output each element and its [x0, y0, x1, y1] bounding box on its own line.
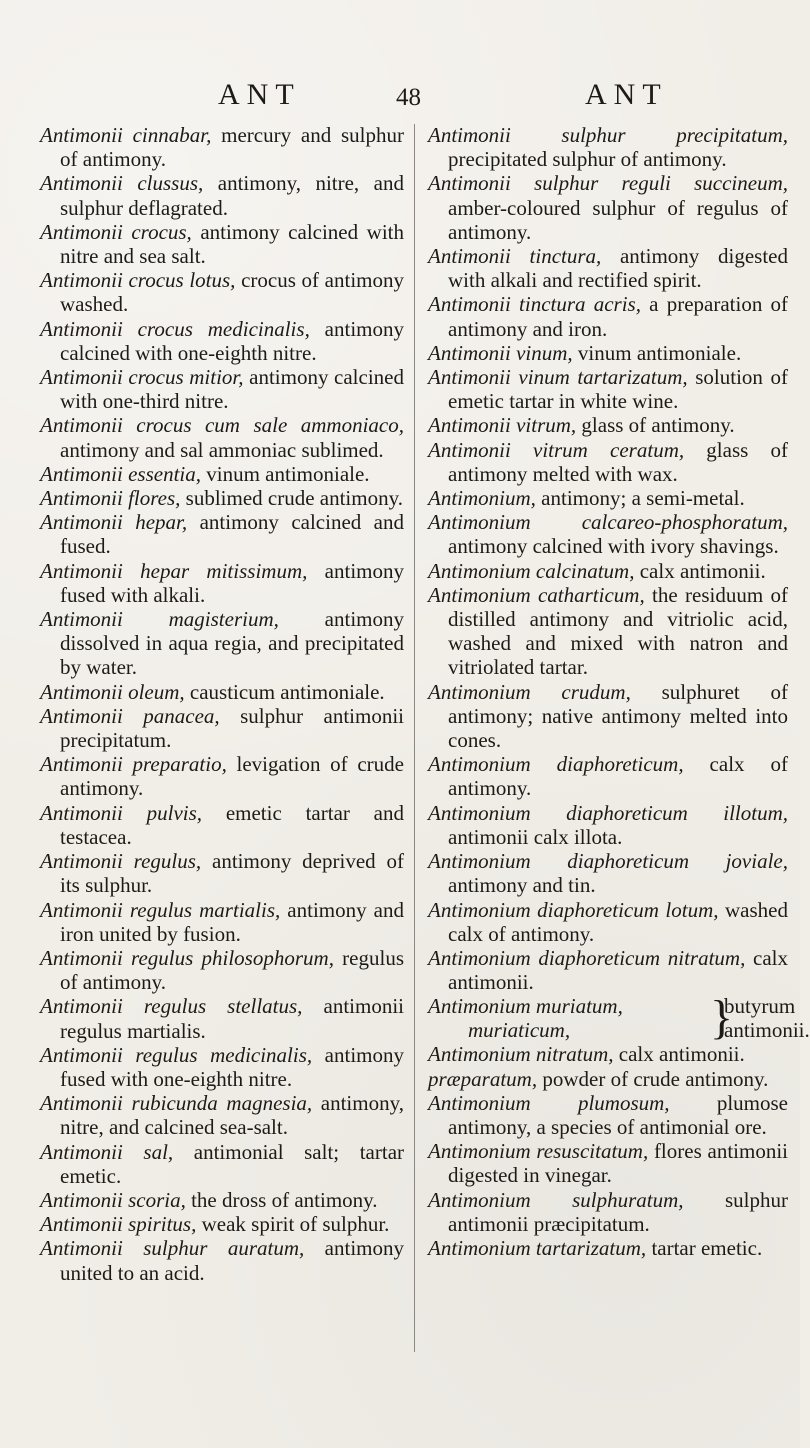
- dictionary-entry: [40, 462, 404, 486]
- dictionary-entry: [428, 292, 788, 340]
- entry-definition: antimony fused with alkali.: [60, 558, 404, 607]
- entry-definition: antimony digested with alkali and rectified spirit.: [448, 244, 788, 293]
- entry-term: Antimonii flores,: [40, 486, 181, 511]
- dictionary-entry: [428, 1139, 788, 1187]
- entry-term: præparatum,: [428, 1066, 538, 1091]
- entry-definition: amber-coloured sulphur of regulus of antimony.: [448, 195, 788, 244]
- entry-term: Antimonii clussus,: [40, 171, 204, 196]
- entry-term: Antimonii tinctura acris,: [428, 292, 641, 317]
- dictionary-entry: [40, 1212, 404, 1236]
- page-number: 48: [396, 84, 421, 111]
- entry-definition: antimonii regulus martialis.: [60, 994, 404, 1043]
- entry-definition: plumose antimony, a species of antimonial ore.: [448, 1090, 788, 1139]
- dictionary-entry: [428, 1042, 788, 1066]
- entry-definition: causticum antimoniale.: [184, 679, 385, 704]
- entry-definition: sublimed crude antimony.: [180, 486, 403, 511]
- entry-term: Antimonii crocus lotus,: [40, 268, 236, 293]
- column-divider: [414, 124, 415, 1352]
- entry-definition: antimonii.: [724, 1018, 810, 1043]
- entry-term: Antimonii crocus cum sale ammoniaco,: [40, 413, 404, 438]
- entry-term: Antimonii preparatio,: [40, 752, 227, 777]
- entry-term: Antimonii crocus,: [40, 219, 192, 244]
- entry-definition: sulphur antimonii precipitatum.: [60, 703, 404, 753]
- entry-term: Antimonii oleum,: [40, 679, 185, 704]
- entry-term: Antimonium diaphoreticum nitratum,: [428, 945, 746, 970]
- entry-definition: vinum antimoniale.: [572, 340, 742, 365]
- dictionary-entry: [428, 244, 788, 292]
- entry-term: Antimonium muriatum,: [428, 994, 623, 1019]
- entry-term: Antimonii regulus,: [40, 849, 202, 874]
- entry-definition: calx antimonii.: [634, 558, 766, 583]
- entry-definition: antimony and sal ammoniac sublimed.: [60, 437, 384, 462]
- entry-term-variant: muriaticum,: [468, 1018, 571, 1043]
- entry-definition: a preparation of antimony and iron.: [448, 292, 789, 341]
- entry-definition: sulphuret of antimony; native antimony melted into cones.: [448, 679, 788, 753]
- dictionary-entry: [40, 171, 404, 219]
- dictionary-entry: [40, 220, 404, 268]
- entry-term: Antimonii essentia,: [40, 461, 201, 486]
- entry-term: Antimonium tartarizatum,: [428, 1235, 647, 1260]
- dictionary-entry: [428, 123, 788, 171]
- entry-definition: antimony, nitre, and calcined sea-salt.: [60, 1091, 404, 1140]
- entry-term: Antimonii pulvis,: [40, 800, 203, 825]
- dictionary-entry: [428, 365, 788, 413]
- entry-term: Antimonii regulus philosophorum,: [40, 945, 334, 970]
- entry-definition: antimony calcined with ivory shavings.: [448, 534, 779, 559]
- dictionary-entry: [428, 946, 788, 994]
- dictionary-entry: [40, 752, 404, 800]
- left-column: [40, 123, 404, 1285]
- dictionary-entry: [40, 607, 404, 680]
- dictionary-entry: [40, 849, 404, 897]
- dictionary-entry: [428, 486, 788, 510]
- dictionary-entry: [428, 752, 788, 800]
- entry-term: Antimonii rubicunda magnesia,: [40, 1091, 313, 1116]
- dictionary-entry: [428, 510, 788, 558]
- dictionary-entry: [428, 1188, 788, 1236]
- entry-definition: weak spirit of sulphur.: [196, 1212, 390, 1237]
- entry-definition: glass of antimony melted with wax.: [448, 437, 788, 486]
- entry-term: Antimonium plumosum,: [428, 1090, 670, 1115]
- entry-definition: antimony deprived of its sulphur.: [60, 849, 404, 898]
- dictionary-entry: [40, 801, 404, 849]
- entry-term: Antimonium diaphoreticum,: [428, 752, 684, 777]
- entry-term: Antimonii vinum tartarizatum,: [428, 365, 688, 390]
- entry-term: Antimonii regulus medicinalis,: [40, 1042, 313, 1067]
- entry-term: Antimonium diaphoreticum joviale,: [428, 849, 788, 874]
- entry-term: Antimonii hepar,: [40, 510, 188, 535]
- entry-definition: mercury and sulphur of antimony.: [60, 123, 404, 172]
- entry-definition: sulphur antimonii præcipitatum.: [448, 1187, 788, 1236]
- entry-term: Antimonii regulus stellatus,: [40, 994, 303, 1019]
- running-header: [0, 75, 800, 115]
- dictionary-entry: [428, 898, 788, 946]
- entry-term: Antimonii crocus mitior,: [40, 365, 244, 390]
- entry-term: Antimonium nitratum,: [428, 1042, 614, 1067]
- dictionary-entry: [428, 1067, 788, 1091]
- dictionary-entry: [40, 317, 404, 365]
- entry-term: Antimonii crocus medicinalis,: [40, 316, 310, 341]
- entry-term: Antimonii sulphur precipitatum,: [428, 123, 788, 147]
- dictionary-entry: [40, 268, 404, 316]
- entry-definition: calx antimonii.: [613, 1042, 745, 1067]
- dictionary-entry: [40, 559, 404, 607]
- entry-definition: antimony fused with one-eighth nitre.: [60, 1042, 404, 1091]
- entry-term: Antimonium diaphoreticum illotum,: [428, 800, 788, 825]
- dictionary-entry: [40, 1140, 404, 1188]
- entry-definition: crocus of antimony washed.: [60, 268, 405, 317]
- entry-term: Antimonium resuscitatum,: [428, 1139, 649, 1164]
- dictionary-entry: [40, 946, 404, 994]
- bracketed-dictionary-entry: [428, 991, 810, 1045]
- entry-term: Antimonii vitrum ceratum,: [428, 437, 685, 462]
- entry-term: Antimonii cinnabar,: [40, 123, 212, 147]
- dictionary-entry: [428, 849, 788, 897]
- entry-term: Antimonii panacea,: [40, 703, 220, 728]
- entry-term: Antimonii hepar mitissimum,: [40, 558, 308, 583]
- entry-definition: antimonii calx illota.: [448, 824, 623, 849]
- dictionary-entry: [40, 994, 404, 1042]
- dictionary-entry: [428, 1091, 788, 1139]
- entry-definition: antimony calcined with one-third nitre.: [60, 365, 404, 414]
- dictionary-entry: [428, 413, 788, 437]
- entry-definition: antimony; a semi-metal.: [535, 486, 745, 511]
- entry-term: Antimonii sulphur reguli succineum,: [428, 171, 788, 196]
- entry-term: Antimonium calcinatum,: [428, 558, 635, 583]
- entry-term: Antimonium sulphuratum,: [428, 1187, 684, 1212]
- entry-definition: butyrum: [724, 994, 796, 1019]
- right-running-head: ANT: [585, 78, 668, 111]
- entry-definition: antimony dissolved in aqua regia, and precipitated by water.: [60, 607, 404, 680]
- entry-definition: antimony and iron united by fusion.: [60, 897, 404, 946]
- dictionary-entry: [40, 680, 404, 704]
- right-column: [428, 123, 810, 1260]
- dictionary-entry: [428, 801, 788, 849]
- entry-definition: calx antimonii.: [448, 945, 788, 995]
- dictionary-entry: [428, 583, 788, 680]
- dictionary-entry: [40, 1091, 404, 1139]
- dictionary-entry: [428, 1236, 788, 1260]
- dictionary-entry: [428, 438, 788, 486]
- entry-definition: antimony calcined with nitre and sea salt.: [60, 219, 404, 269]
- entry-term: Antimonium catharticum,: [428, 582, 645, 607]
- entry-definition: antimony, nitre, and sulphur deflagrated.: [60, 171, 404, 220]
- dictionary-entry: [40, 413, 404, 461]
- entry-definition: solution of emetic tartar in white wine.: [448, 365, 788, 414]
- entry-term: Antimonium diaphoreticum lotum,: [428, 897, 719, 922]
- dictionary-entry: [40, 1236, 404, 1284]
- entry-definition: antimony and tin.: [448, 873, 596, 898]
- brace-symbol: }: [710, 991, 734, 1045]
- dictionary-entry: [428, 559, 788, 583]
- entry-definition: antimony calcined and fused.: [60, 510, 404, 559]
- dictionary-entry: [40, 898, 404, 946]
- dictionary-entry: [428, 171, 788, 244]
- entry-definition: precipitated sulphur of antimony.: [448, 147, 727, 172]
- entry-term: Antimonium crudum,: [428, 679, 631, 704]
- entry-definition: tartar emetic.: [646, 1235, 763, 1260]
- entry-term: Antimonii scoria,: [40, 1187, 186, 1212]
- entry-definition: antimony united to an acid.: [60, 1236, 405, 1285]
- entry-term: Antimonii magisterium,: [40, 607, 279, 632]
- entry-definition: glass of antimony.: [576, 413, 735, 438]
- dictionary-entry: [40, 123, 404, 171]
- entry-term: Antimonii vitrum,: [428, 413, 577, 438]
- entry-term: Antimonium calcareo-phosphoratum,: [428, 510, 788, 535]
- entry-definition: antimony calcined with one-eighth nitre.: [60, 316, 405, 365]
- entry-term: Antimonium,: [428, 486, 536, 511]
- entry-definition: the residuum of distilled antimony and vitriolic acid, washed and mixed with natron and vitriolated tartar.: [448, 582, 788, 680]
- dictionary-entry: [40, 704, 404, 752]
- entry-definition: levigation of crude antimony.: [60, 752, 404, 801]
- dictionary-entry: [40, 1188, 404, 1212]
- left-running-head: ANT: [218, 78, 301, 111]
- dictionary-entry: [428, 680, 788, 753]
- dictionary-entry: [40, 486, 404, 510]
- entry-definition: the dross of antimony.: [185, 1187, 378, 1212]
- dictionary-entry: [428, 341, 788, 365]
- entry-term: Antimonii sulphur auratum,: [40, 1236, 305, 1261]
- entry-term: Antimonii sal,: [40, 1139, 174, 1164]
- dictionary-entry: [40, 1043, 404, 1091]
- entry-term: Antimonii regulus martialis,: [40, 897, 281, 922]
- entry-definition: antimonial salt; tartar emetic.: [60, 1139, 405, 1188]
- entry-definition: emetic tartar and testacea.: [60, 800, 404, 849]
- dictionary-entry: [40, 510, 404, 558]
- entry-term: Antimonii spiritus,: [40, 1212, 197, 1237]
- entry-definition: calx of antimony.: [448, 752, 788, 801]
- dictionary-entry: [40, 365, 404, 413]
- entry-term: Antimonii tinctura,: [428, 244, 602, 269]
- entry-definition: washed calx of antimony.: [448, 897, 789, 946]
- entry-definition: flores antimonii digested in vinegar.: [448, 1139, 788, 1188]
- entry-definition: powder of crude antimony.: [537, 1066, 769, 1091]
- entry-definition: regulus of antimony.: [60, 945, 405, 995]
- entry-term: Antimonii vinum,: [428, 340, 573, 365]
- entry-definition: vinum antimoniale.: [201, 461, 370, 486]
